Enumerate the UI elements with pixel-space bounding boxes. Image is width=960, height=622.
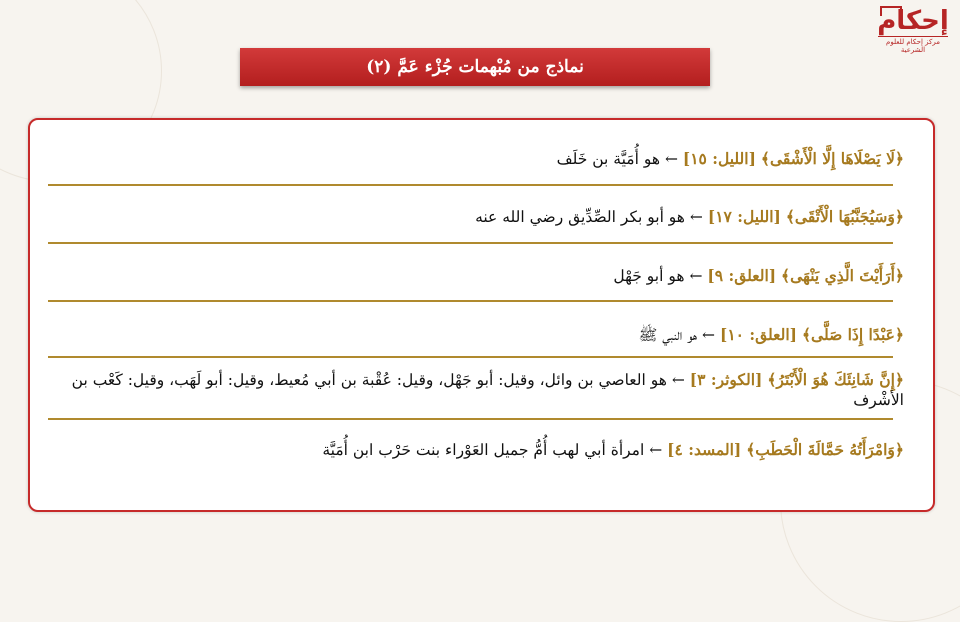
list-item — [48, 266, 904, 286]
arrow-icon: ← — [649, 441, 663, 459]
logo-subtitle: مركز إحكام للعلوم الشرعية — [878, 36, 948, 54]
page-title: نماذج من مُبْهمات جُزْء عَمَّ (٢) — [240, 48, 710, 86]
verse-text: ﴿إِنَّ شَانِئَكَ هُوَ الْأَبْتَرُ﴾ — [767, 370, 904, 389]
verse-text: ﴿أَرَأَيْتَ الَّذِي يَنْهَى﴾ — [781, 266, 904, 285]
arrow-icon: ← — [689, 208, 703, 226]
divider — [48, 300, 893, 302]
verse-reference: [العلق: ٩] — [707, 266, 777, 285]
answer-text: هو النبي ﷺ — [638, 326, 698, 344]
answer-text: هو أبو جَهْل — [613, 267, 685, 285]
verse-text: ﴿وَسَيُجَنَّبُهَا الْأَتْقَى﴾ — [785, 207, 904, 226]
arrow-icon: ← — [664, 150, 678, 168]
verse-text: ﴿وَامْرَأَتُهُ حَمَّالَةَ الْحَطَبِ﴾ — [746, 440, 904, 459]
verse-reference: [الليل: ١٧] — [707, 207, 781, 226]
verse-text: ﴿لَا يَصْلَاهَا إِلَّا الْأَشْقَى﴾ — [760, 149, 904, 168]
verse-reference: [الليل: ١٥] — [682, 149, 756, 168]
arrow-icon: ← — [689, 267, 703, 285]
verse-reference: [العلق: ١٠] — [719, 325, 797, 344]
answer-text: هو أُمَيَّة بن خَلَف — [556, 150, 661, 168]
arrow-icon: ← — [671, 371, 685, 389]
list-item — [48, 370, 904, 410]
answer-text: هو العاصي بن وائل، وقيل: أبو جَهْل، وقيل: عُقْبة بن أبي مُعيط، وقيل: أبو لَهَب، وقيل: كَعْب بن الأشْرف — [71, 371, 904, 409]
answer-text: امرأة أبي لهب أُمُّ جميل العَوْراء بنت حَرْب ابن أُمَيَّة — [322, 441, 645, 459]
list-item — [48, 325, 904, 345]
logo-name: إحكام — [877, 6, 949, 36]
divider — [48, 418, 893, 420]
logo-mark-icon — [880, 6, 902, 16]
logo — [872, 6, 954, 66]
arrow-icon: ← — [702, 326, 716, 344]
list-item — [48, 149, 904, 169]
divider — [48, 242, 893, 244]
verse-reference: [المسد: ٤] — [667, 440, 742, 459]
divider — [48, 356, 893, 358]
answer-text: هو أبو بكر الصِّدِّيق رضي الله عنه — [475, 208, 685, 226]
list-item — [48, 440, 904, 460]
divider — [48, 184, 893, 186]
verse-reference: [الكوثر: ٣] — [689, 370, 763, 389]
list-item — [48, 207, 904, 227]
verse-text: ﴿عَبْدًا إِذَا صَلَّى﴾ — [801, 325, 904, 344]
